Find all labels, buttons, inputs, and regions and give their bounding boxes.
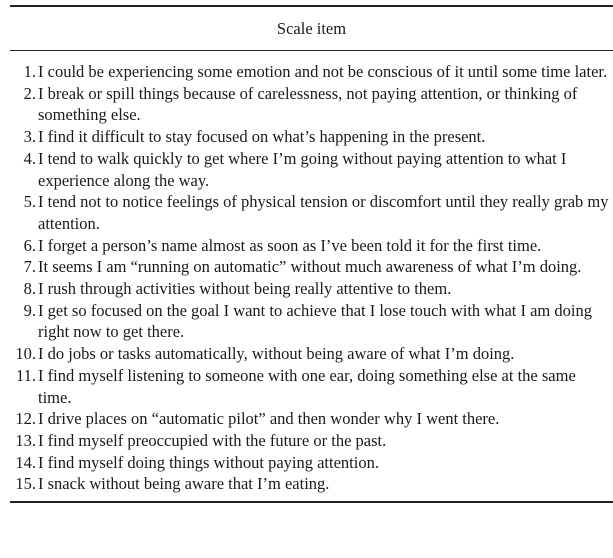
scale-item: [10, 278, 613, 300]
scale-item: [10, 343, 613, 365]
item-text: I tend not to notice feelings of physical tension or discomfort until they really grab my attention.: [38, 192, 609, 233]
item-number: 2.: [23, 83, 36, 103]
scale-item: [10, 61, 613, 83]
item-text: I rush through activities without being really attentive to them.: [38, 279, 452, 299]
item-text: I could be experiencing some emotion and not be conscious of it until some time later.: [38, 62, 608, 81]
bottom-rule: [10, 501, 613, 503]
items-list: [10, 51, 613, 495]
item-text: I forget a person’s name almost as soon as I’ve been told it for the first time.: [38, 235, 542, 255]
item-number: 14.: [15, 452, 36, 472]
item-number: 13.: [15, 430, 36, 450]
scale-item: [10, 256, 613, 278]
scale-item: [10, 452, 613, 474]
scale-item: [10, 148, 613, 191]
item-text: I find myself listening to someone with one ear, doing something else at the same time.: [38, 365, 576, 407]
scale-item: [10, 365, 613, 408]
column-header: Scale item: [276, 19, 347, 38]
scale-item: [10, 235, 613, 257]
scale-item: [10, 408, 613, 430]
item-number: 7.: [23, 257, 36, 277]
item-number: 3.: [23, 127, 36, 147]
item-text: I snack without being aware that I’m eating.: [38, 474, 330, 494]
item-text: I break or spill things because of carelessness, not paying attention, or thinking of something else.: [38, 83, 578, 125]
item-number: 12.: [15, 409, 36, 429]
item-number: 1.: [23, 62, 36, 81]
item-number: 6.: [23, 235, 36, 255]
scale-item: [10, 191, 613, 234]
item-text: I find it difficult to stay focused on what’s happening in the present.: [38, 127, 486, 147]
item-number: 4.: [23, 148, 36, 168]
scale-item: [10, 430, 613, 452]
scale-item: [10, 126, 613, 148]
item-text: I find myself doing things without paying attention.: [38, 452, 379, 472]
item-text: It seems I am “running on automatic” without much awareness of what I’m doing.: [38, 257, 582, 277]
item-text: I do jobs or tasks automatically, without being aware of what I’m doing.: [38, 344, 515, 364]
item-number: 15.: [15, 474, 36, 494]
item-number: 5.: [23, 192, 36, 212]
scale-item: [10, 473, 613, 495]
scale-items-table: [10, 5, 613, 503]
item-text: I get so focused on the goal I want to achieve that I lose touch with what I am doing right now to get there.: [38, 300, 592, 342]
item-text: I tend to walk quickly to get where I’m going without paying attention to what I experience along the way.: [38, 148, 567, 190]
scale-item: [10, 83, 613, 126]
item-number: 9.: [23, 300, 36, 320]
item-number: 10.: [15, 344, 36, 364]
item-number: 11.: [15, 365, 36, 385]
item-text: I find myself preoccupied with the future or the past.: [38, 430, 387, 450]
item-text: I drive places on “automatic pilot” and then wonder why I went there.: [38, 409, 500, 429]
scale-item: [10, 300, 613, 343]
item-number: 8.: [23, 279, 36, 299]
